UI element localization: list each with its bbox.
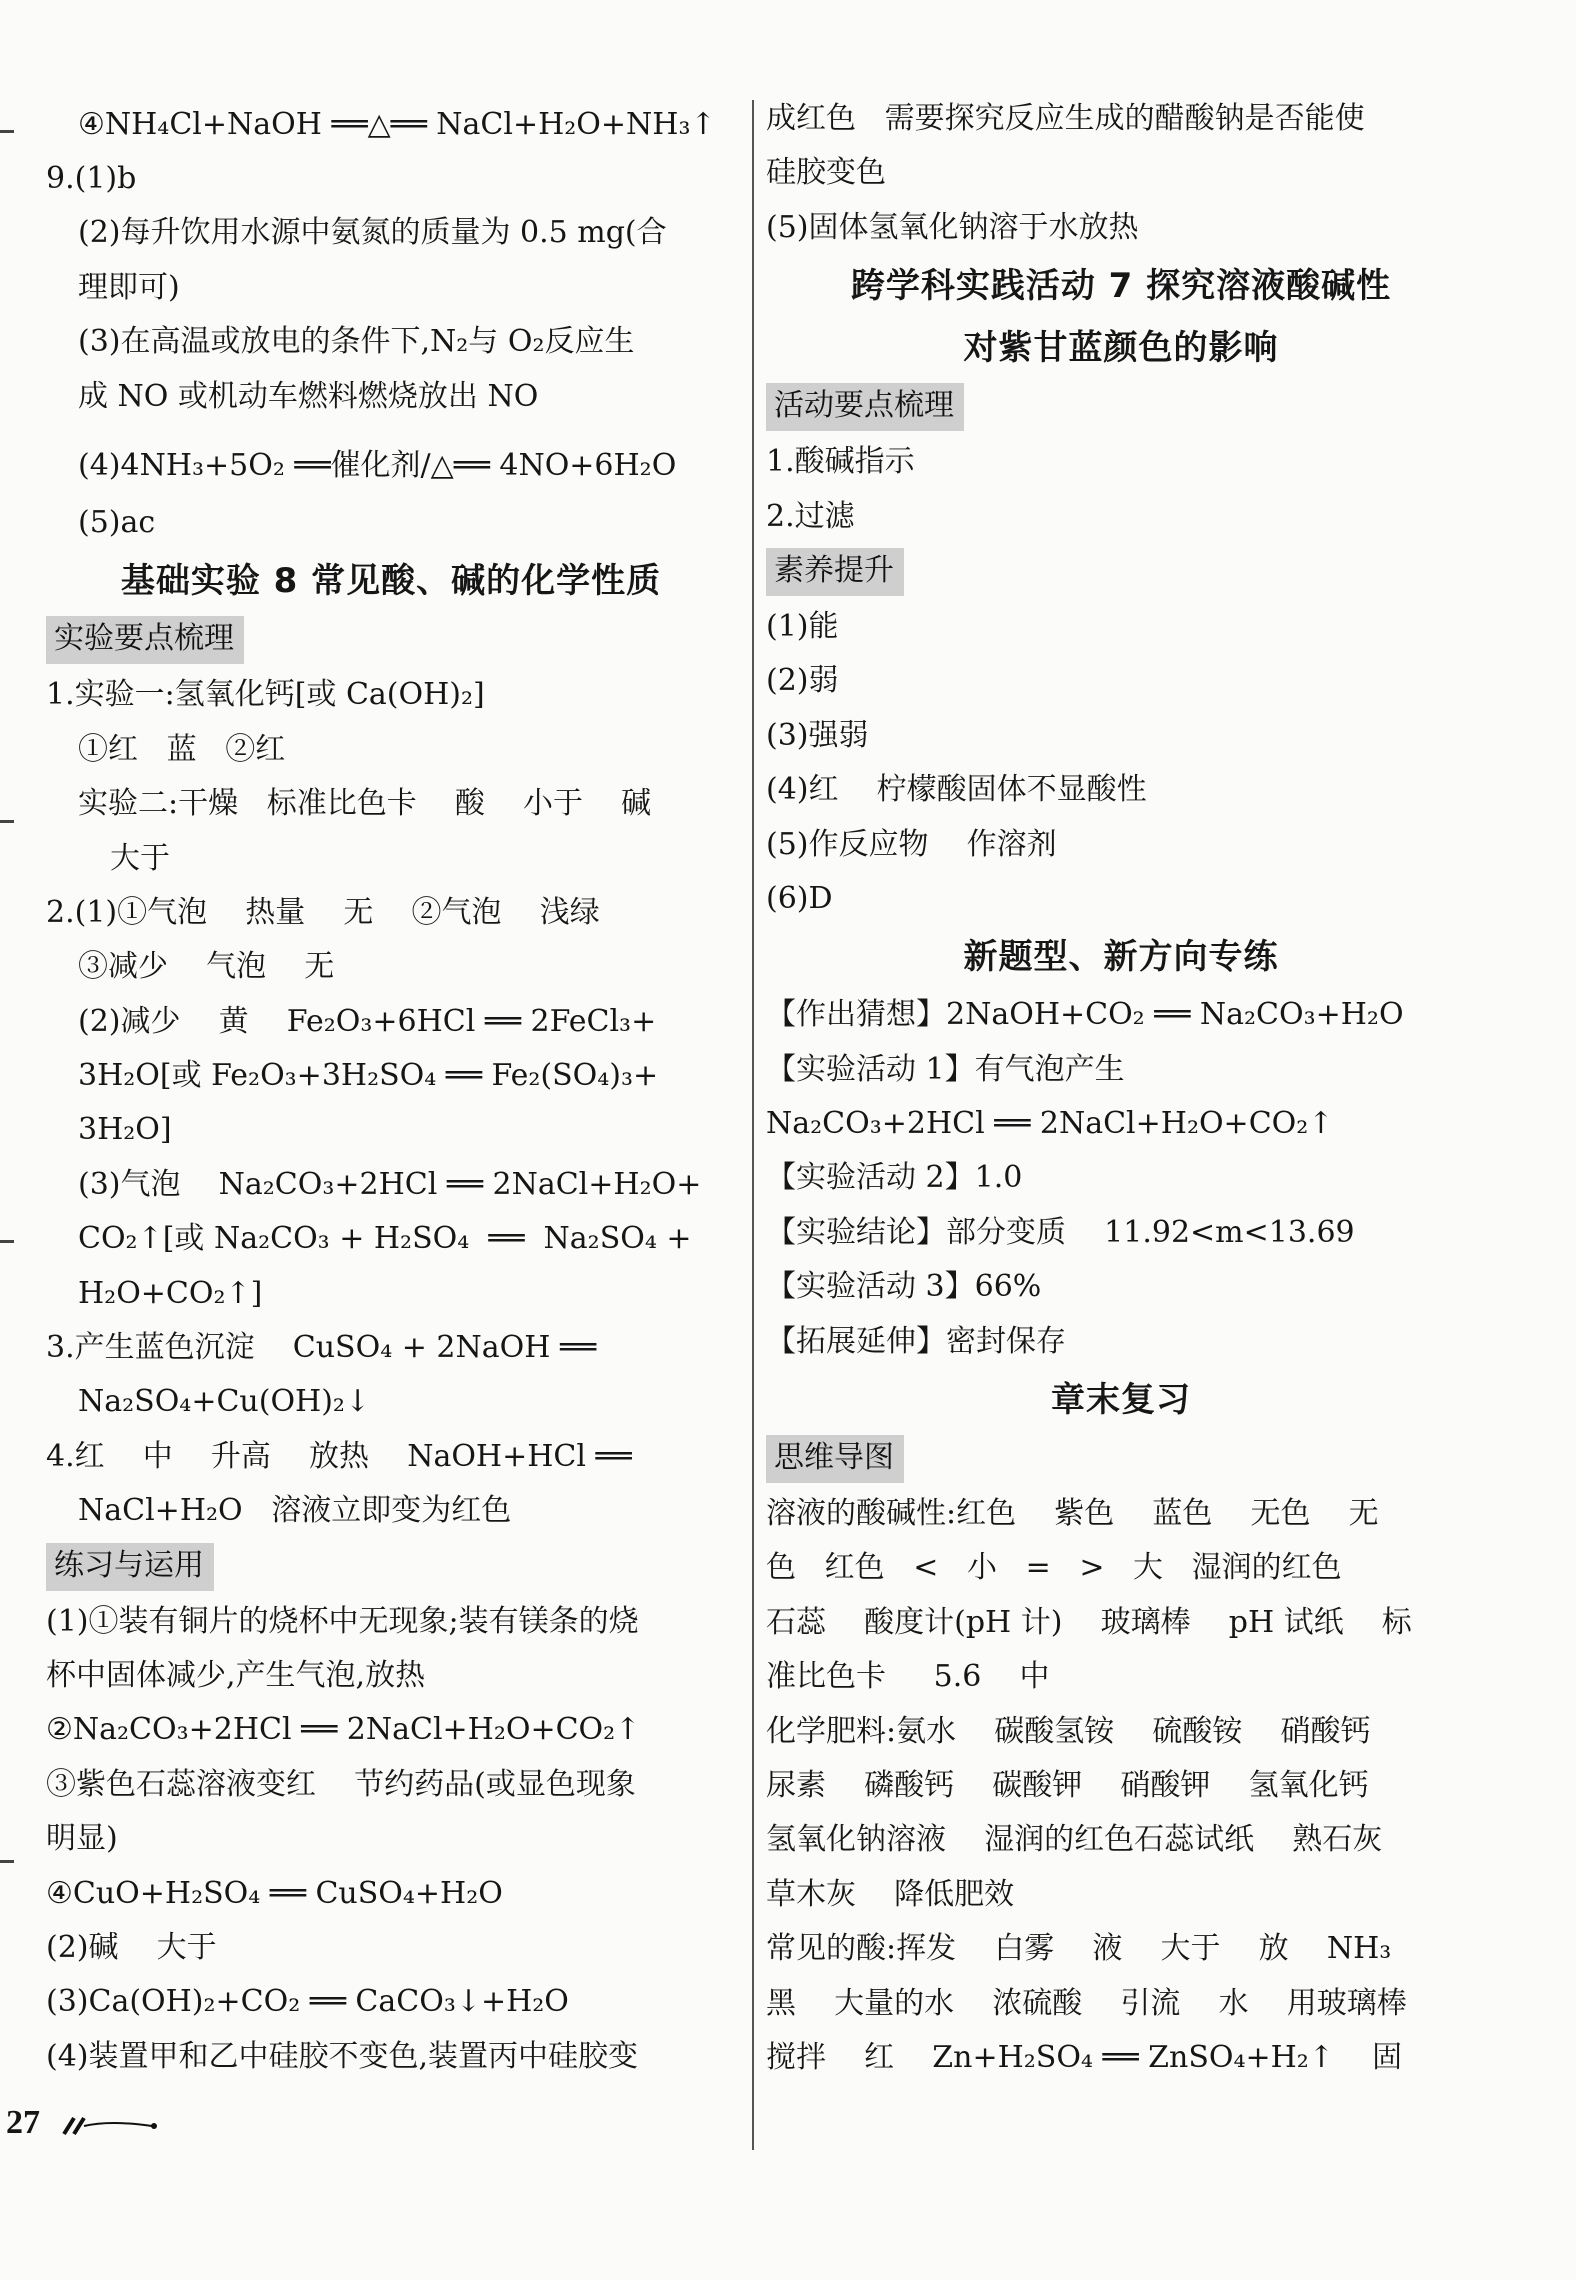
left-answer-line: (4)4NH₃+5O₂ ══催化剂/△══ 4NO+6H₂O: [78, 447, 677, 483]
left-answer-line: ③紫色石蕊溶液变红 节约药品(或显色现象: [46, 1766, 636, 1802]
right-section-label: 活动要点梳理: [766, 383, 964, 431]
right-answer-line: (4)红 柠檬酸固体不显酸性: [766, 772, 1147, 808]
left-answer-column: [46, 92, 736, 2084]
right-answer-line: 1.酸碱指示: [766, 444, 915, 480]
right-answer-line: 【实验活动 2】1.0: [766, 1160, 1023, 1196]
left-answer-line: (2)每升饮用水源中氨氮的质量为 0.5 mg(合: [78, 215, 667, 251]
right-answer-line: 常见的酸:挥发 白雾 液 大于 放 NH₃: [766, 1931, 1392, 1967]
right-answer-line: (5)固体氢氧化钠溶于水放热: [766, 209, 1139, 245]
right-section-title: 对紫甘蓝颜色的影响: [963, 328, 1279, 369]
right-answer-line: 2.过滤: [766, 498, 855, 534]
left-answer-line: (2)碱 大于: [46, 1929, 217, 1965]
left-section-label: 练习与运用: [46, 1543, 214, 1591]
right-answer-line: (2)弱: [766, 663, 839, 699]
right-answer-line: 【实验结论】部分变质 11.92<m<13.69: [766, 1214, 1355, 1250]
left-answer-line: 大于: [110, 840, 170, 876]
left-answer-line: 杯中固体减少,产生气泡,放热: [46, 1657, 426, 1693]
right-section-title: 跨学科实践活动 7 探究溶液酸碱性: [850, 266, 1392, 307]
right-answer-line: (6)D: [766, 880, 833, 916]
left-answer-line: 4.红 中 升高 放热 NaOH+HCl ══: [46, 1438, 632, 1474]
right-answer-line: 【实验活动 1】有气泡产生: [766, 1051, 1125, 1087]
left-answer-line: H₂O+CO₂↑]: [78, 1275, 263, 1311]
left-answer-line: (2)减少 黄 Fe₂O₃+6HCl ══ 2FeCl₃+: [78, 1003, 657, 1039]
left-answer-line: (3)气泡 Na₂CO₃+2HCl ══ 2NaCl+H₂O+: [78, 1166, 702, 1202]
right-answer-line: (5)作反应物 作溶剂: [766, 826, 1057, 862]
margin-mark: [0, 130, 14, 133]
left-answer-line: ①红 蓝 ②红: [78, 731, 286, 767]
right-answer-line: 【实验活动 3】66%: [766, 1269, 1042, 1305]
left-answer-line: (5)ac: [78, 504, 156, 540]
right-answer-line: 成红色 需要探究反应生成的醋酸钠是否能使: [766, 101, 1365, 136]
right-answer-line: 化学肥料:氨水 碳酸氢铵 硫酸铵 硝酸钙: [766, 1713, 1371, 1749]
right-section-label-row: [766, 544, 1476, 600]
right-answer-line: 准比色卡 5.6 中: [766, 1659, 1050, 1695]
left-answer-line: ④CuO+H₂SO₄ ══ CuSO₄+H₂O: [46, 1875, 503, 1911]
right-answer-line: 氢氧化钠溶液 湿润的红色石蕊试纸 熟石灰: [766, 1822, 1383, 1858]
left-answer-line: ②Na₂CO₃+2HCl ══ 2NaCl+H₂O+CO₂↑: [46, 1712, 641, 1748]
right-section-label: 素养提升: [766, 548, 904, 596]
left-answer-line: (1)①装有铜片的烧杯中无现象;装有镁条的烧: [46, 1603, 639, 1639]
right-section-title: 新题型、新方向专练: [963, 937, 1279, 978]
left-answer-line: 3.产生蓝色沉淀 CuSO₄ + 2NaOH ══: [46, 1330, 597, 1366]
left-answer-line: Na₂SO₄+Cu(OH)₂↓: [78, 1384, 371, 1420]
right-answer-line: 草木灰 降低肥效: [766, 1876, 1015, 1912]
right-answer-line: 尿素 磷酸钙 碳酸钾 硝酸钾 氢氧化钙: [766, 1767, 1369, 1803]
page-decoration-icon: [60, 2110, 160, 2140]
right-section-label-row: [766, 379, 1476, 435]
margin-mark: [0, 820, 14, 823]
left-answer-line: 实验二:干燥 标准比色卡 酸 小于 碱: [78, 786, 652, 822]
left-answer-line: 3H₂O[或 Fe₂O₃+3H₂SO₄ ══ Fe₂(SO₄)₃+: [78, 1058, 659, 1094]
left-answer-line: (3)Ca(OH)₂+CO₂ ══ CaCO₃↓+H₂O: [46, 1984, 569, 2020]
left-answer-line: NaCl+H₂O 溶液立即变为红色: [78, 1493, 512, 1529]
right-answer-line: 搅拌 红 Zn+H₂SO₄ ══ ZnSO₄+H₂↑ 固: [766, 2039, 1403, 2075]
right-answer-line: 【作出猜想】2NaOH+CO₂ ══ Na₂CO₃+H₂O: [766, 997, 1404, 1033]
left-answer-line: 9.(1)b: [46, 161, 137, 196]
right-answer-line: Na₂CO₃+2HCl ══ 2NaCl+H₂O+CO₂↑: [766, 1106, 1334, 1142]
right-answer-line: 硅胶变色: [766, 155, 886, 191]
left-section-label-row: [46, 612, 736, 668]
left-answer-line: 2.(1)①气泡 热量 无 ②气泡 浅绿: [46, 894, 600, 930]
column-divider: [752, 100, 754, 2150]
right-answer-line: 黑 大量的水 浓硫酸 引流 水 用玻璃棒: [766, 1985, 1407, 2021]
left-answer-line: 理即可): [78, 269, 180, 305]
left-answer-line: (4)装置甲和乙中硅胶不变色,装置丙中硅胶变: [46, 2038, 639, 2074]
right-answer-column: [766, 92, 1476, 2085]
margin-mark: [0, 1240, 14, 1243]
right-answer-line: 溶液的酸碱性:红色 紫色 蓝色 无色 无: [766, 1496, 1379, 1532]
right-answer-line: 色 红色 < 小 = > 大 湿润的红色: [766, 1550, 1342, 1586]
margin-mark: [0, 1860, 14, 1863]
page-number: 27: [6, 2104, 40, 2141]
left-answer-line: 明显): [46, 1821, 118, 1857]
left-section-title: 基础实验 8 常见酸、碱的化学性质: [120, 561, 662, 602]
right-answer-line: (1)能: [766, 608, 839, 644]
left-answer-line: ③减少 气泡 无: [78, 949, 335, 985]
left-section-label: 实验要点梳理: [46, 616, 244, 664]
right-answer-line: 石蕊 酸度计(pH 计) 玻璃棒 pH 试纸 标: [766, 1604, 1412, 1640]
left-answer-line: (3)在高温或放电的条件下,N₂与 O₂反应生: [78, 324, 635, 360]
left-answer-line: CO₂↑[或 Na₂CO₃ + H₂SO₄ ══ Na₂SO₄ +: [78, 1221, 692, 1257]
right-answer-line: (3)强弱: [766, 717, 869, 753]
left-answer-line: ④NH₄Cl+NaOH ══△══ NaCl+H₂O+NH₃↑: [78, 107, 716, 142]
right-answer-line: 【拓展延伸】密封保存: [766, 1323, 1066, 1359]
left-section-label-row: [46, 1539, 736, 1595]
left-answer-line: 3H₂O]: [78, 1112, 172, 1148]
left-answer-line: 成 NO 或机动车燃料燃烧放出 NO: [78, 378, 539, 414]
right-section-label: 思维导图: [766, 1435, 904, 1483]
right-section-title: 章末复习: [1051, 1380, 1191, 1421]
left-answer-line: 1.实验一:氢氧化钙[或 Ca(OH)₂]: [46, 677, 485, 713]
right-section-label-row: [766, 1431, 1476, 1487]
